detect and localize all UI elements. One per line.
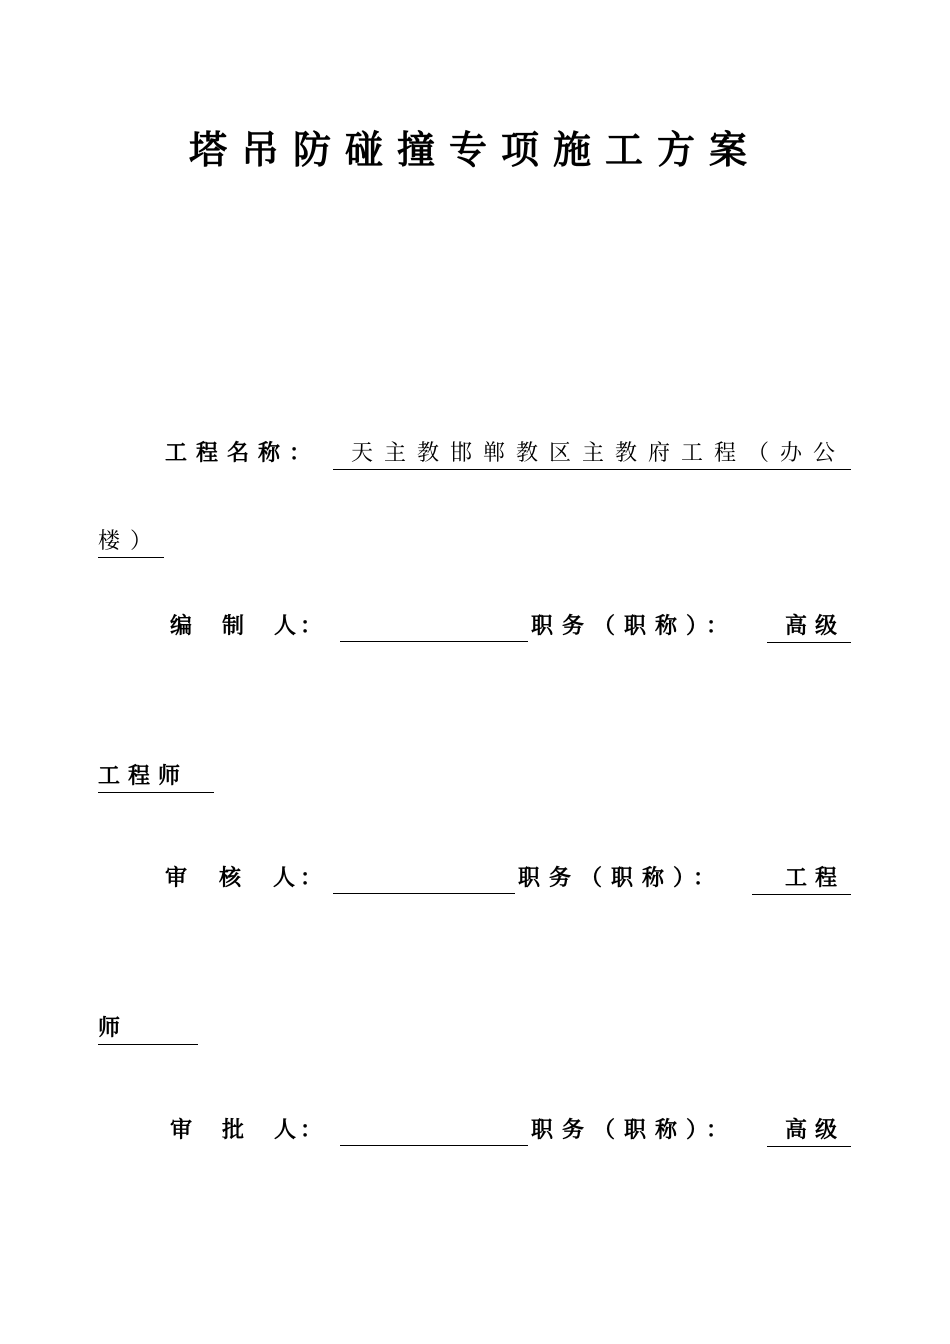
compiler-name-field [340, 641, 528, 642]
reviewer-position-label: 职务（职称）： [518, 866, 725, 891]
compiler-position-value-line2: 工程师 [98, 762, 214, 793]
project-name-label: 工程名称： [165, 441, 321, 466]
document-title: 塔吊防碰撞专项施工方案 [188, 128, 761, 172]
project-name-value-line2: 楼） [98, 527, 164, 558]
project-name-value-line1: 天主教邯郸教区主教府工程（办公 [333, 439, 851, 470]
approver-name-field [340, 1145, 528, 1146]
approver-position-label: 职务（职称）： [531, 1118, 738, 1143]
approver-label: 审 批 人： [170, 1118, 327, 1143]
reviewer-position-value-line2: 师 [98, 1014, 198, 1045]
compiler-label: 编 制 人： [170, 614, 327, 639]
compiler-position-label: 职务（职称）： [531, 614, 738, 639]
reviewer-name-field [333, 893, 515, 894]
reviewer-position-value-line1: 工程 [752, 864, 851, 895]
compiler-position-value-line1: 高级 [767, 612, 851, 643]
approver-position-value-line1: 高级 [767, 1116, 851, 1147]
reviewer-label: 审 核 人： [165, 866, 328, 891]
